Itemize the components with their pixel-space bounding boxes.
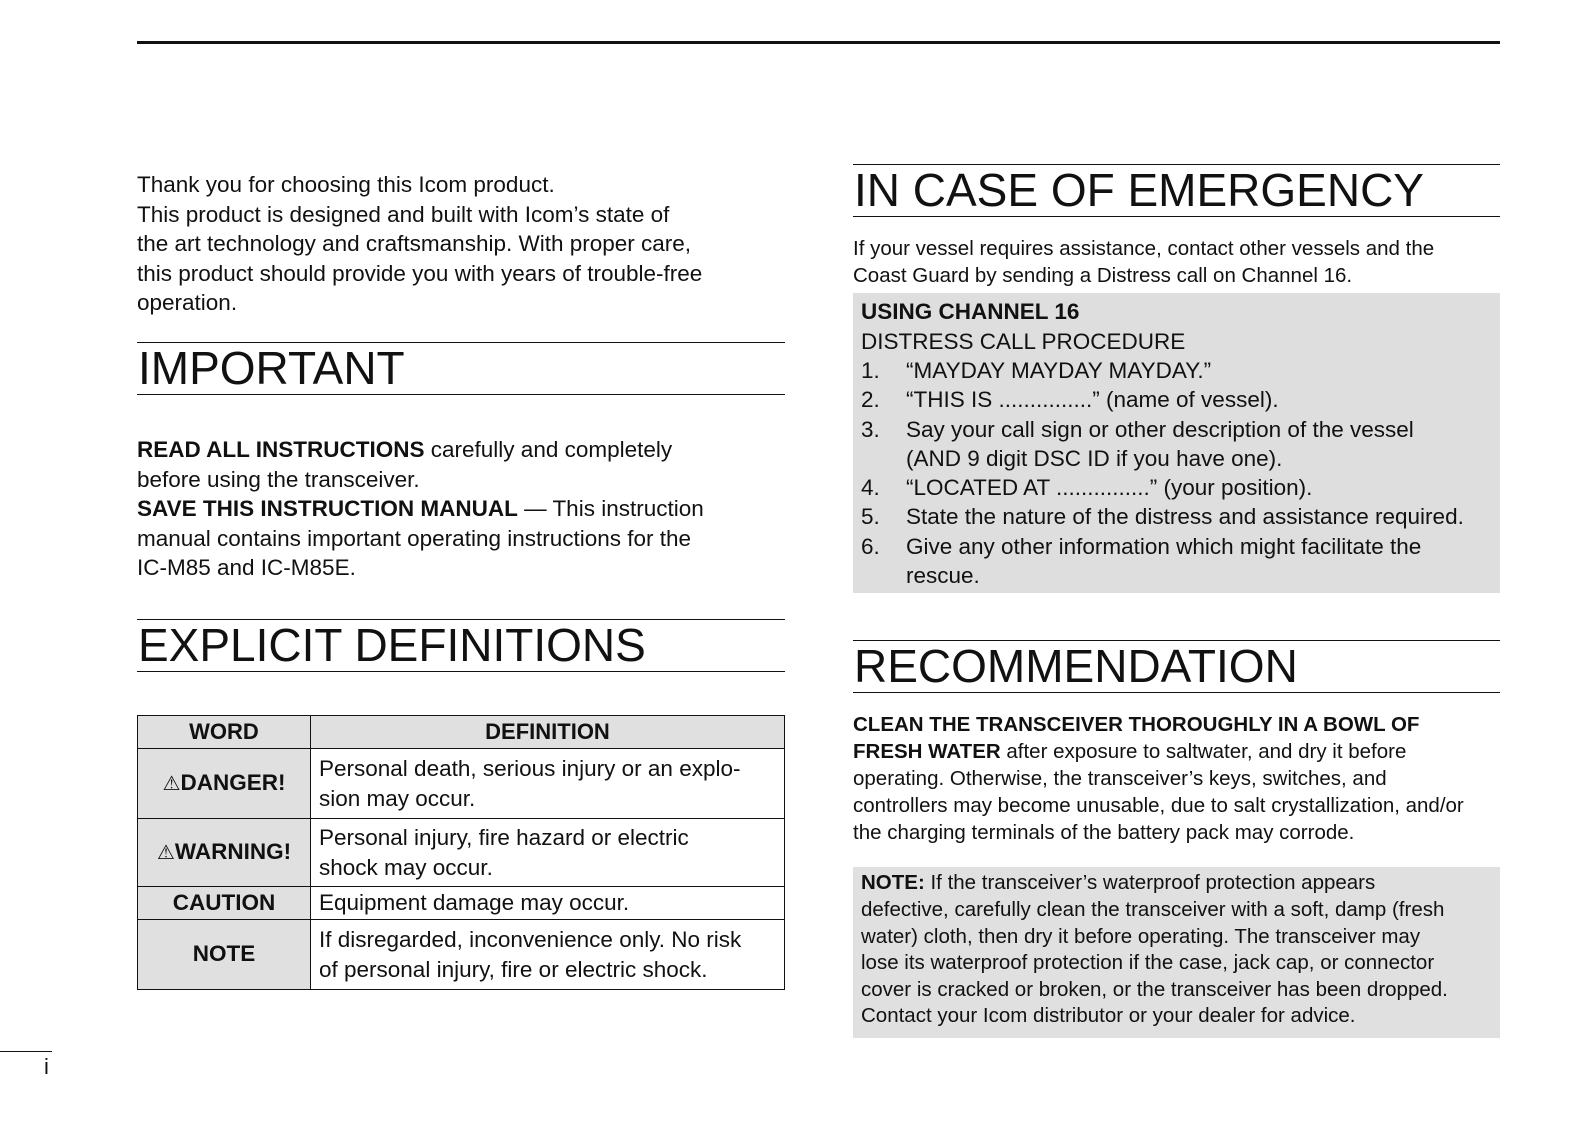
recommendation-line: operating. Otherwise, the transceiver’s keys, switches, and: [853, 766, 1387, 790]
note-text: If the transceiver’s waterproof protection appears: [924, 871, 1376, 895]
list-item: [861, 356, 1492, 385]
read-instructions-text: carefully and completely: [424, 436, 673, 462]
definition-line: sion may occur.: [319, 785, 476, 811]
step-text: [906, 415, 1414, 474]
note-line: Contact your Icom distributor or your dealer for advice.: [861, 1004, 1356, 1028]
header-word: WORD: [138, 715, 311, 748]
table-row: [138, 919, 785, 989]
read-instructions-line: [137, 435, 785, 465]
intro-line: the art technology and craftsmanship. With proper care,: [137, 231, 692, 257]
note-line: cover is cracked or broken, or the transceiver has been dropped.: [861, 977, 1448, 1001]
definition-line: Personal death, serious injury or an explo-: [319, 756, 741, 782]
definitions-table: [137, 715, 785, 990]
recommendation-line: the charging terminals of the battery pack may corrode.: [853, 820, 1355, 844]
word-cell: [138, 748, 311, 818]
page-number-rule: [0, 1051, 52, 1052]
important-body: [137, 435, 785, 583]
emergency-intro-line: Coast Guard by sending a Distress call on Channel 16.: [853, 263, 1353, 287]
step-number: 3.: [861, 416, 880, 442]
definition-line: If disregarded, inconvenience only. No risk: [319, 927, 742, 953]
emergency-heading: IN CASE OF EMERGENCY: [853, 164, 1500, 217]
word-note: NOTE: [138, 919, 311, 989]
step-text: “THIS IS ...............” (name of vessel).: [906, 387, 1279, 413]
intro-line: operation.: [137, 290, 238, 316]
intro-line: this product should provide you with years of trouble-free: [137, 260, 703, 286]
save-manual-line: [137, 494, 785, 524]
save-manual-text: — This instruction: [517, 496, 704, 522]
note-label: NOTE:: [861, 871, 925, 895]
channel-16-title: USING CHANNEL 16: [861, 299, 1080, 325]
step-text: “MAYDAY MAYDAY MAYDAY.”: [906, 358, 1212, 383]
left-column: [137, 170, 785, 990]
read-instructions-bold: READ ALL INSTRUCTIONS: [137, 436, 425, 462]
definition-line: of personal injury, fire or electric shock.: [319, 956, 708, 982]
warning-triangle-icon: ⚠: [156, 842, 175, 865]
step-number: 4.: [861, 475, 880, 501]
warning-triangle-icon: ⚠: [162, 773, 181, 796]
recommendation-bold: CLEAN THE TRANSCEIVER THOROUGHLY IN A BOWL OF: [853, 713, 1420, 737]
note-box: [853, 867, 1500, 1038]
word-warning: WARNING!: [174, 839, 292, 865]
note-line: defective, carefully clean the transceiver with a soft, damp (fresh: [861, 897, 1445, 921]
word-danger: DANGER!: [180, 770, 286, 796]
step-text: “LOCATED AT ...............” (your position).: [906, 475, 1313, 501]
list-item: [861, 385, 1492, 414]
table-row: [138, 748, 785, 818]
recommendation-line: [853, 712, 1500, 739]
step-text: State the nature of the distress and assistance required.: [906, 504, 1464, 530]
read-instructions-line-2: before using the transceiver.: [137, 466, 420, 492]
word-caution: CAUTION: [138, 886, 311, 919]
recommendation-line: [853, 739, 1500, 766]
note-line: [861, 870, 1492, 897]
intro-paragraph: [137, 170, 785, 318]
list-item: [861, 415, 1492, 474]
recommendation-line: controllers may become unusable, due to salt crystallization, and/or: [853, 793, 1464, 817]
header-definition: DEFINITION: [311, 715, 785, 748]
save-manual-bold: SAVE THIS INSTRUCTION MANUAL: [137, 496, 518, 522]
step-number: 5.: [861, 504, 880, 530]
emergency-intro: [853, 236, 1500, 289]
top-rule: [137, 41, 1500, 44]
definitions-heading: EXPLICIT DEFINITIONS: [137, 619, 785, 672]
save-manual-line-3: IC-M85 and IC-M85E.: [137, 555, 356, 581]
list-item: [861, 502, 1492, 531]
note-line: water) cloth, then dry it before operating. The transceiver may: [861, 924, 1421, 948]
list-item: [861, 532, 1492, 591]
table-row: [138, 886, 785, 919]
recommendation-heading: RECOMMENDATION: [853, 640, 1500, 693]
distress-steps: [861, 356, 1492, 590]
definition-cell: [311, 748, 785, 818]
step-number: 2.: [861, 387, 880, 413]
step-text-line: rescue.: [906, 563, 980, 589]
page-number: i: [44, 1054, 49, 1079]
definition-line: Personal injury, fire hazard or electric: [319, 825, 689, 851]
note-line: lose its waterproof protection if the case, jack cap, or connector: [861, 951, 1435, 975]
table-row: [138, 818, 785, 886]
step-text-line: Say your call sign or other description of the vessel: [906, 416, 1414, 442]
step-text-line: Give any other information which might facilitate the: [906, 533, 1422, 559]
step-number: 1.: [861, 358, 880, 383]
definition-line: Equipment damage may occur.: [319, 890, 630, 916]
intro-line: Thank you for choosing this Icom product.: [137, 172, 555, 197]
list-item: [861, 473, 1492, 502]
definition-cell: [311, 919, 785, 989]
recommendation-bold: FRESH WATER: [853, 740, 1001, 764]
definition-line: shock may occur.: [319, 854, 493, 880]
recommendation-text: after exposure to saltwater, and dry it before: [1000, 740, 1407, 764]
save-manual-line-2: manual contains important operating instructions for the: [137, 525, 692, 551]
distress-procedure-box: [853, 293, 1500, 593]
important-heading: IMPORTANT: [137, 342, 785, 395]
definition-cell: [311, 818, 785, 886]
intro-line: This product is designed and built with Icom’s state of: [137, 201, 670, 227]
definition-cell: [311, 886, 785, 919]
emergency-intro-line: If your vessel requires assistance, contact other vessels and the: [853, 237, 1435, 260]
word-cell: [138, 818, 311, 886]
step-number: 6.: [861, 533, 880, 559]
recommendation-body: [853, 712, 1500, 846]
step-text: [906, 532, 1421, 591]
distress-subtitle: DISTRESS CALL PROCEDURE: [861, 328, 1186, 354]
right-column: [853, 164, 1500, 1038]
step-text-line: (AND 9 digit DSC ID if you have one).: [906, 445, 1283, 471]
